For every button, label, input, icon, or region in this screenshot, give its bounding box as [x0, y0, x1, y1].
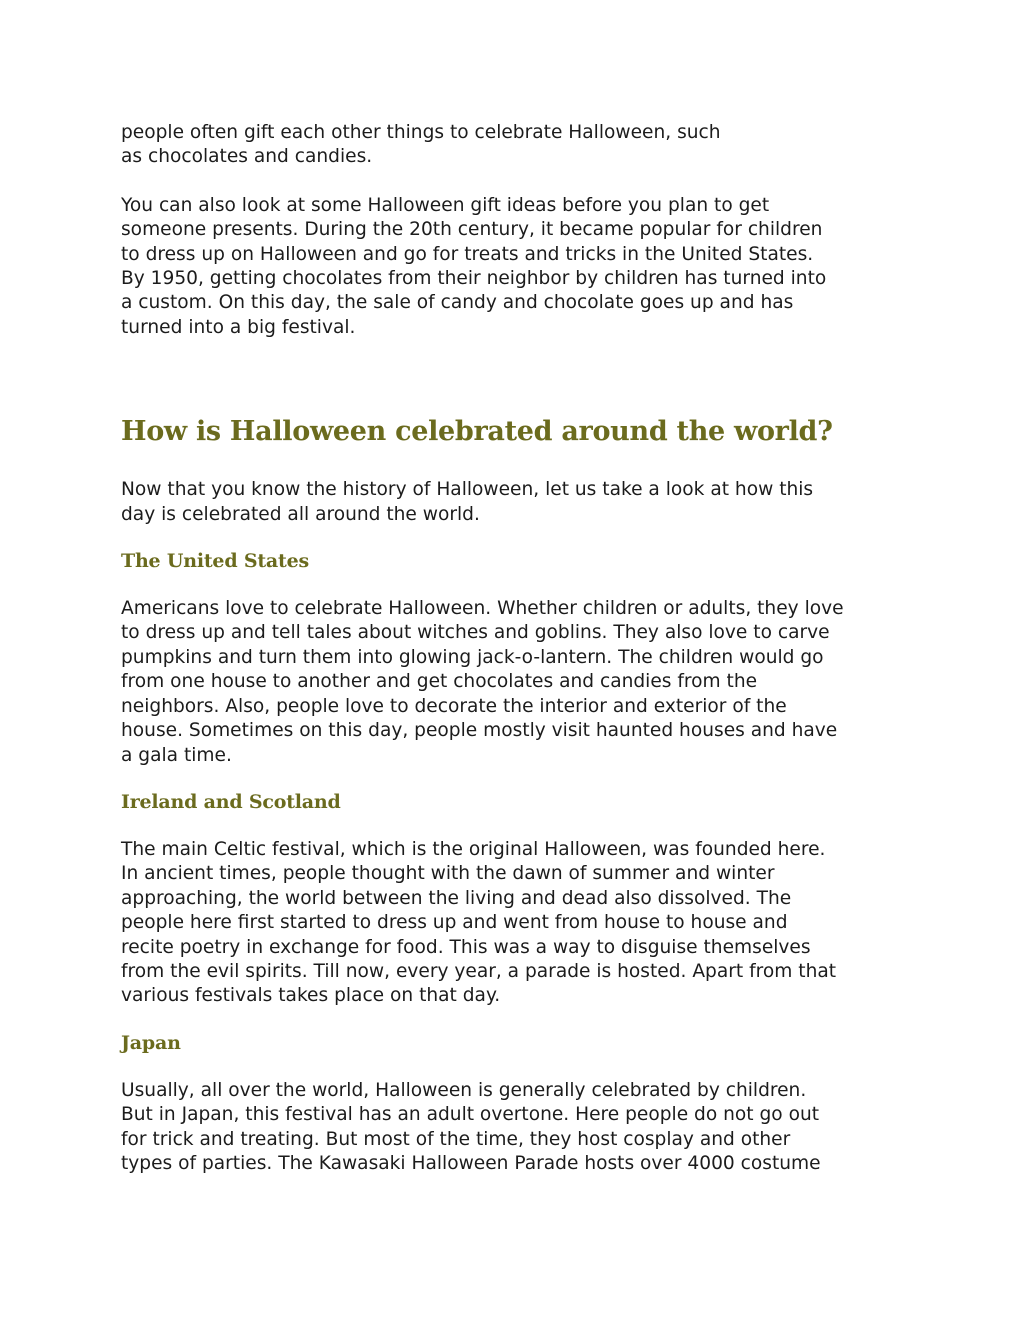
paragraph-world-intro: Now that you know the history of Halloween, let us take a look at how this day is celebrated all around the world.: [121, 479, 814, 525]
subheading-ireland-scotland: Ireland and Scotland: [121, 790, 341, 813]
paragraph-gift-ideas: You can also look at some Halloween gift ideas before you plan to get someone presents. During the 20th century, it became popular for children to dress up on Halloween and go for treats and tricks in the United States. By 1950, getting chocolates from their neighbor by children has turned into a custom. On this day, the sale of candy and chocolate goes up and has turned into a big festival.: [121, 194, 827, 338]
paragraph-gifts-intro: people often gift each other things to celebrate Halloween, such as chocolates and candies.: [121, 122, 721, 168]
paragraph-united-states: Americans love to celebrate Halloween. Whether children or adults, they love to dress up and tell tales about witches and goblins. They also love to carve pumpkins and turn them into glowing jack-o-lantern. The children would go from one house to another and get chocolates and candies from the neighbors. Also, people love to decorate the interior and exterior of the house. Sometimes on this day, people mostly visit haunted houses and have a gala time.: [121, 598, 844, 766]
paragraph-japan: Usually, all over the world, Halloween is generally celebrated by children. But in Japan, this festival has an adult overtone. Here people do not go out for trick and treating. But most of the time, they host cosplay and other types of parties. The Kawasaki Halloween Parade hosts over 4000 costume: [121, 1079, 821, 1174]
section-heading-around-the-world: How is Halloween celebrated around the world?: [121, 416, 833, 448]
paragraph-ireland-scotland: The main Celtic festival, which is the original Halloween, was founded here. In ancient times, people thought with the dawn of summer and winter approaching, the world between the living and dead also dissolved. The people here first started to dress up and went from house to house and recite poetry in exchange for food. This was a way to disguise themselves from the evil spirits. Till now, every year, a parade is hosted. Apart from that various festivals takes place on that day.: [121, 838, 837, 1007]
subheading-united-states: The United States: [121, 550, 309, 573]
subheading-japan: Japan: [121, 1031, 181, 1054]
document-page: [121, 121, 911, 1176]
